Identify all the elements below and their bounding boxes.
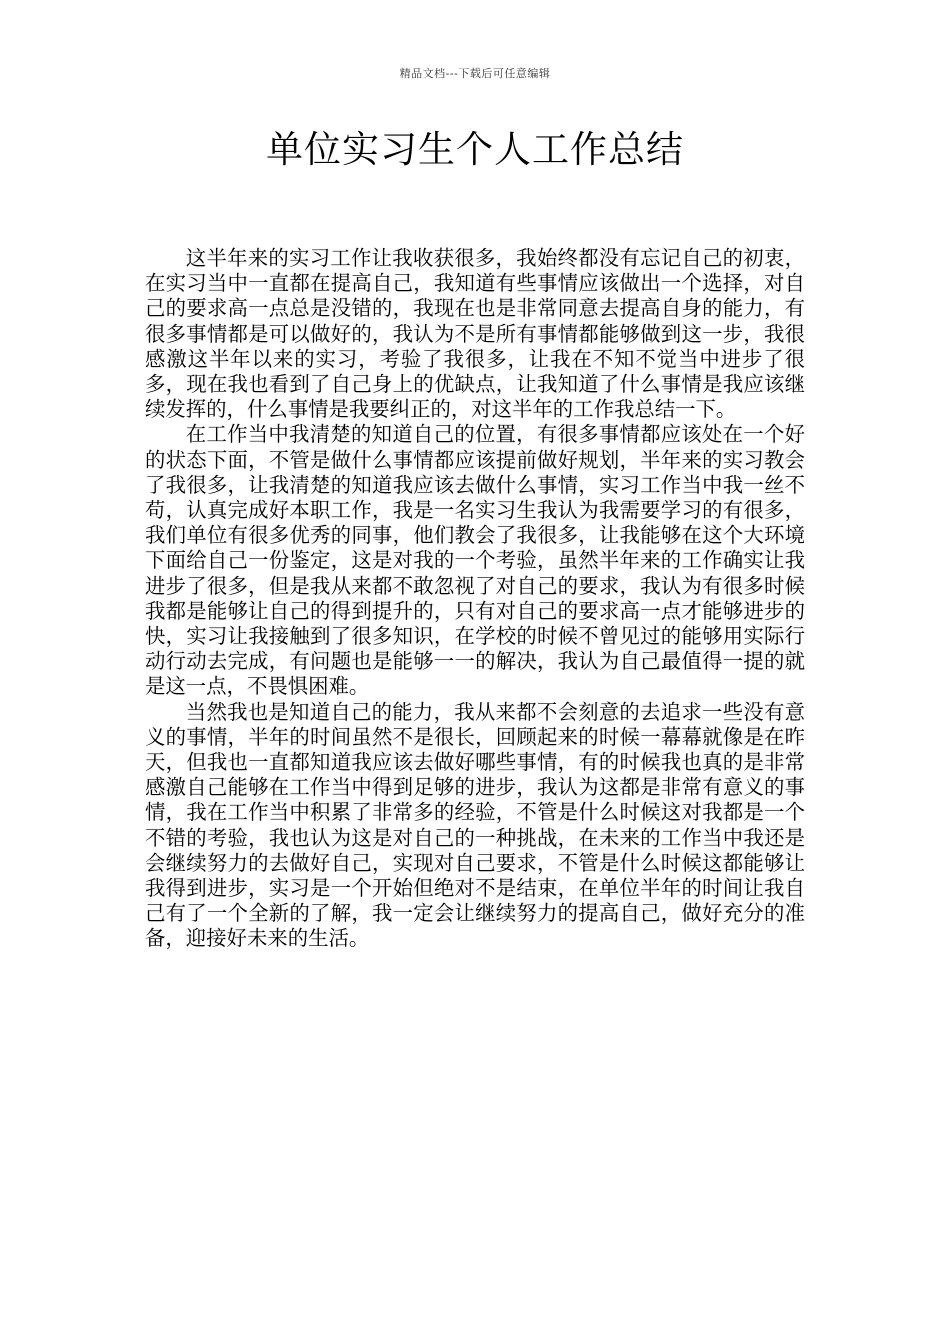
document-title: 单位实习生个人工作总结 bbox=[266, 128, 684, 171]
header-note: 精品文档---下载后可任意编辑 bbox=[399, 67, 551, 80]
paragraph: 在工作当中我清楚的知道自己的位置，有很多事情都应该处在一个好的状态下面，不管是做什么事情都应该提前做好规划，半年来的实习教会了我很多，让我清楚的知道我应该去做什么事情，实习工作当中我一丝不苟，认真完成好本职工作，我是一名实习生我认为我需要学习的有很多，我们单位有很多优秀的同事，他们教会了我很多，让我能够在这个大环境下面给自己一份鉴定，这是对我的一个考验，虽然半年来的工作确实让我进步了很多，但是我从来都不敢忽视了对自己的要求，我认为有很多时候我都是能够让自己的得到提升的，只有对自己的要求高一点才能够进步的快，实习让我接触到了很多知识，在学校的时候不曾见过的能够用实际行动行动去完成，有问题也是能够一一的解决，我认为自己最值得一提的就是这一点，不畏惧困难。 bbox=[145, 422, 805, 699]
document-body bbox=[145, 246, 805, 952]
paragraph: 这半年来的实习工作让我收获很多，我始终都没有忘记自己的初衷，在实习当中一直都在提高自己，我知道有些事情应该做出一个选择，对自己的要求高一点总是没错的，我现在也是非常同意去提高自身的能力，有很多事情都是可以做好的，我认为不是所有事情都能够做到这一步，我很感激这半年以来的实习，考验了我很多，让我在不知不觉当中进步了很多，现在我也看到了自己身上的优缺点，让我知道了什么事情是我应该继续发挥的，什么事情是我要纠正的，对这半年的工作我总结一下。 bbox=[145, 246, 805, 422]
paragraph: 当然我也是知道自己的能力，我从来都不会刻意的去追求一些没有意义的事情，半年的时间虽然不是很长，回顾起来的时候一幕幕就像是在昨天，但我也一直都知道我应该去做好哪些事情，有的时候我也真的是非常感激自己能够在工作当中得到足够的进步，我认为这都是非常有意义的事情，我在工作当中积累了非常多的经验，不管是什么时候这对我都是一个不错的考验，我也认为这是对自己的一种挑战，在未来的工作当中我还是会继续努力的去做好自己，实现对自己要求，不管是什么时候这都能够让我得到进步，实习是一个开始但绝对不是结束，在单位半年的时间让我自己有了一个全新的了解，我一定会让继续努力的提高自己，做好充分的准备，迎接好未来的生活。 bbox=[145, 699, 805, 951]
